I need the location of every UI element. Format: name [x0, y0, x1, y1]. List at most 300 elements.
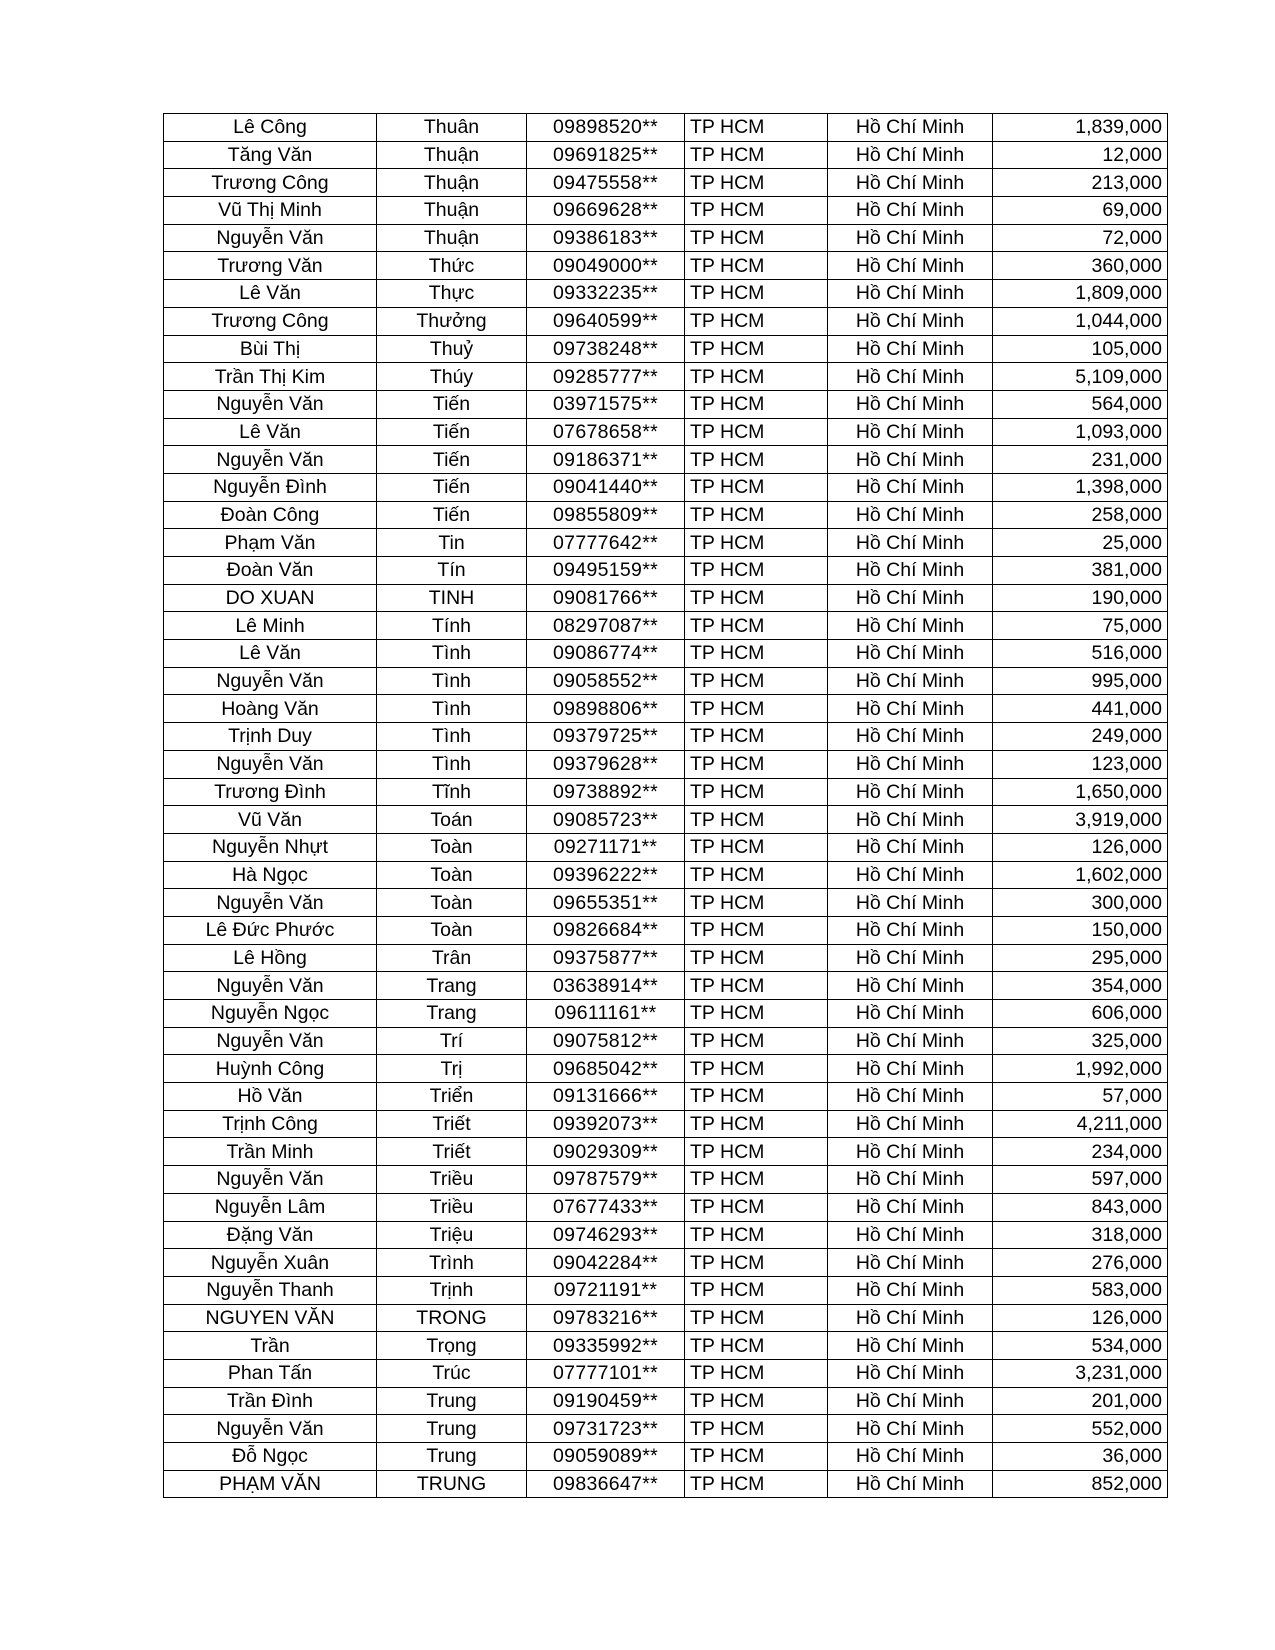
province-cell: Hồ Chí Minh	[828, 640, 993, 668]
phone-cell: 09041440**	[527, 473, 685, 501]
city-cell: TP HCM	[685, 861, 828, 889]
province-cell: Hồ Chí Minh	[828, 141, 993, 169]
amount-cell: 441,000	[993, 695, 1168, 723]
city-cell: TP HCM	[685, 695, 828, 723]
amount-cell: 1,809,000	[993, 280, 1168, 308]
last-name-cell: Trần Minh	[164, 1138, 377, 1166]
table-row	[164, 806, 1168, 834]
province-cell: Hồ Chí Minh	[828, 889, 993, 917]
city-cell: TP HCM	[685, 557, 828, 585]
phone-cell: 09898806**	[527, 695, 685, 723]
phone-cell: 09783216**	[527, 1304, 685, 1332]
last-name-cell: Lê Văn	[164, 280, 377, 308]
amount-cell: 4,211,000	[993, 1110, 1168, 1138]
phone-cell: 07777101**	[527, 1359, 685, 1387]
last-name-cell: Nguyễn Văn	[164, 972, 377, 1000]
first-name-cell: Thuận	[377, 224, 527, 252]
first-name-cell: Thức	[377, 252, 527, 280]
amount-cell: 258,000	[993, 501, 1168, 529]
last-name-cell: NGUYEN VĂN	[164, 1304, 377, 1332]
table-row	[164, 224, 1168, 252]
first-name-cell: Toàn	[377, 889, 527, 917]
province-cell: Hồ Chí Minh	[828, 833, 993, 861]
amount-cell: 150,000	[993, 916, 1168, 944]
table-row	[164, 280, 1168, 308]
amount-cell: 12,000	[993, 141, 1168, 169]
first-name-cell: Trung	[377, 1387, 527, 1415]
last-name-cell: Nguyễn Nhựt	[164, 833, 377, 861]
last-name-cell: Trần Thị Kim	[164, 363, 377, 391]
province-cell: Hồ Chí Minh	[828, 501, 993, 529]
phone-cell: 08297087**	[527, 612, 685, 640]
first-name-cell: Tiến	[377, 390, 527, 418]
province-cell: Hồ Chí Minh	[828, 723, 993, 751]
city-cell: TP HCM	[685, 1166, 828, 1194]
table-row	[164, 695, 1168, 723]
province-cell: Hồ Chí Minh	[828, 1332, 993, 1360]
amount-cell: 105,000	[993, 335, 1168, 363]
phone-cell: 09746293**	[527, 1221, 685, 1249]
first-name-cell: Triết	[377, 1138, 527, 1166]
table-row	[164, 557, 1168, 585]
table-row	[164, 778, 1168, 806]
city-cell: TP HCM	[685, 197, 828, 225]
city-cell: TP HCM	[685, 944, 828, 972]
province-cell: Hồ Chí Minh	[828, 1138, 993, 1166]
table-row	[164, 1359, 1168, 1387]
first-name-cell: Tình	[377, 640, 527, 668]
first-name-cell: Trung	[377, 1415, 527, 1443]
province-cell: Hồ Chí Minh	[828, 114, 993, 142]
amount-cell: 249,000	[993, 723, 1168, 751]
last-name-cell: Nguyễn Đình	[164, 473, 377, 501]
amount-cell: 57,000	[993, 1083, 1168, 1111]
phone-cell: 09058552**	[527, 667, 685, 695]
phone-cell: 09392073**	[527, 1110, 685, 1138]
city-cell: TP HCM	[685, 1221, 828, 1249]
amount-cell: 318,000	[993, 1221, 1168, 1249]
first-name-cell: Thúy	[377, 363, 527, 391]
first-name-cell: TINH	[377, 584, 527, 612]
phone-cell: 09332235**	[527, 280, 685, 308]
first-name-cell: Trung	[377, 1443, 527, 1471]
amount-cell: 852,000	[993, 1470, 1168, 1498]
amount-cell: 69,000	[993, 197, 1168, 225]
table-row	[164, 750, 1168, 778]
province-cell: Hồ Chí Minh	[828, 778, 993, 806]
table-row	[164, 114, 1168, 142]
first-name-cell: TRONG	[377, 1304, 527, 1332]
last-name-cell: Phạm Văn	[164, 529, 377, 557]
table-row	[164, 1443, 1168, 1471]
province-cell: Hồ Chí Minh	[828, 446, 993, 474]
last-name-cell: Lê Văn	[164, 418, 377, 446]
amount-cell: 25,000	[993, 529, 1168, 557]
city-cell: TP HCM	[685, 114, 828, 142]
phone-cell: 09075812**	[527, 1027, 685, 1055]
phone-cell: 07677433**	[527, 1193, 685, 1221]
first-name-cell: Tình	[377, 723, 527, 751]
table-row	[164, 1000, 1168, 1028]
province-cell: Hồ Chí Minh	[828, 473, 993, 501]
city-cell: TP HCM	[685, 612, 828, 640]
phone-cell: 09049000**	[527, 252, 685, 280]
last-name-cell: Nguyễn Thanh	[164, 1276, 377, 1304]
amount-cell: 1,650,000	[993, 778, 1168, 806]
amount-cell: 213,000	[993, 169, 1168, 197]
amount-cell: 276,000	[993, 1249, 1168, 1277]
last-name-cell: Lê Công	[164, 114, 377, 142]
province-cell: Hồ Chí Minh	[828, 529, 993, 557]
first-name-cell: Trình	[377, 1249, 527, 1277]
province-cell: Hồ Chí Minh	[828, 667, 993, 695]
amount-cell: 72,000	[993, 224, 1168, 252]
city-cell: TP HCM	[685, 640, 828, 668]
first-name-cell: Trị	[377, 1055, 527, 1083]
city-cell: TP HCM	[685, 1443, 828, 1471]
first-name-cell: Trang	[377, 972, 527, 1000]
last-name-cell: Trịnh Công	[164, 1110, 377, 1138]
last-name-cell: Nguyễn Văn	[164, 889, 377, 917]
province-cell: Hồ Chí Minh	[828, 335, 993, 363]
phone-cell: 03971575**	[527, 390, 685, 418]
phone-cell: 09085723**	[527, 806, 685, 834]
first-name-cell: Triển	[377, 1083, 527, 1111]
last-name-cell: Hồ Văn	[164, 1083, 377, 1111]
table-row	[164, 889, 1168, 917]
table-row	[164, 861, 1168, 889]
first-name-cell: Tình	[377, 695, 527, 723]
first-name-cell: Tình	[377, 667, 527, 695]
last-name-cell: Nguyễn Văn	[164, 750, 377, 778]
province-cell: Hồ Chí Minh	[828, 972, 993, 1000]
first-name-cell: Tiến	[377, 418, 527, 446]
city-cell: TP HCM	[685, 1110, 828, 1138]
amount-cell: 1,839,000	[993, 114, 1168, 142]
city-cell: TP HCM	[685, 1359, 828, 1387]
last-name-cell: Hà Ngọc	[164, 861, 377, 889]
phone-cell: 09029309**	[527, 1138, 685, 1166]
last-name-cell: Đặng Văn	[164, 1221, 377, 1249]
last-name-cell: Đoàn Công	[164, 501, 377, 529]
table-row	[164, 1027, 1168, 1055]
phone-cell: 09655351**	[527, 889, 685, 917]
phone-cell: 09611161**	[527, 1000, 685, 1028]
first-name-cell: Thực	[377, 280, 527, 308]
amount-cell: 36,000	[993, 1443, 1168, 1471]
amount-cell: 190,000	[993, 584, 1168, 612]
first-name-cell: TRUNG	[377, 1470, 527, 1498]
province-cell: Hồ Chí Minh	[828, 1387, 993, 1415]
province-cell: Hồ Chí Minh	[828, 224, 993, 252]
phone-cell: 09131666**	[527, 1083, 685, 1111]
province-cell: Hồ Chí Minh	[828, 280, 993, 308]
province-cell: Hồ Chí Minh	[828, 1249, 993, 1277]
table-row	[164, 667, 1168, 695]
last-name-cell: Lê Minh	[164, 612, 377, 640]
city-cell: TP HCM	[685, 141, 828, 169]
first-name-cell: Trúc	[377, 1359, 527, 1387]
phone-cell: 09190459**	[527, 1387, 685, 1415]
phone-cell: 09640599**	[527, 307, 685, 335]
last-name-cell: Nguyễn Xuân	[164, 1249, 377, 1277]
amount-cell: 606,000	[993, 1000, 1168, 1028]
city-cell: TP HCM	[685, 1332, 828, 1360]
phone-cell: 09285777**	[527, 363, 685, 391]
amount-cell: 75,000	[993, 612, 1168, 640]
province-cell: Hồ Chí Minh	[828, 806, 993, 834]
province-cell: Hồ Chí Minh	[828, 169, 993, 197]
province-cell: Hồ Chí Minh	[828, 252, 993, 280]
province-cell: Hồ Chí Minh	[828, 861, 993, 889]
last-name-cell: Lê Đức Phước	[164, 916, 377, 944]
amount-cell: 354,000	[993, 972, 1168, 1000]
amount-cell: 295,000	[993, 944, 1168, 972]
province-cell: Hồ Chí Minh	[828, 1221, 993, 1249]
province-cell: Hồ Chí Minh	[828, 197, 993, 225]
city-cell: TP HCM	[685, 889, 828, 917]
amount-cell: 583,000	[993, 1276, 1168, 1304]
province-cell: Hồ Chí Minh	[828, 1304, 993, 1332]
table-row	[164, 584, 1168, 612]
last-name-cell: Trần Đình	[164, 1387, 377, 1415]
city-cell: TP HCM	[685, 1193, 828, 1221]
table-row	[164, 833, 1168, 861]
table-row	[164, 1193, 1168, 1221]
amount-cell: 1,602,000	[993, 861, 1168, 889]
amount-cell: 5,109,000	[993, 363, 1168, 391]
phone-cell: 09738248**	[527, 335, 685, 363]
city-cell: TP HCM	[685, 169, 828, 197]
city-cell: TP HCM	[685, 280, 828, 308]
first-name-cell: Toàn	[377, 861, 527, 889]
phone-cell: 09042284**	[527, 1249, 685, 1277]
city-cell: TP HCM	[685, 529, 828, 557]
table-row	[164, 1083, 1168, 1111]
last-name-cell: Nguyễn Văn	[164, 667, 377, 695]
first-name-cell: Toàn	[377, 916, 527, 944]
province-cell: Hồ Chí Minh	[828, 1470, 993, 1498]
amount-cell: 843,000	[993, 1193, 1168, 1221]
phone-cell: 09271171**	[527, 833, 685, 861]
city-cell: TP HCM	[685, 335, 828, 363]
table-row	[164, 197, 1168, 225]
phone-cell: 09379725**	[527, 723, 685, 751]
amount-cell: 234,000	[993, 1138, 1168, 1166]
amount-cell: 381,000	[993, 557, 1168, 585]
first-name-cell: Tình	[377, 750, 527, 778]
table-row	[164, 307, 1168, 335]
province-cell: Hồ Chí Minh	[828, 1110, 993, 1138]
first-name-cell: Thuận	[377, 169, 527, 197]
city-cell: TP HCM	[685, 916, 828, 944]
table-row	[164, 501, 1168, 529]
last-name-cell: Nguyễn Văn	[164, 390, 377, 418]
phone-cell: 09855809**	[527, 501, 685, 529]
phone-cell: 09826684**	[527, 916, 685, 944]
table-row	[164, 916, 1168, 944]
first-name-cell: Trí	[377, 1027, 527, 1055]
province-cell: Hồ Chí Minh	[828, 944, 993, 972]
first-name-cell: Trịnh	[377, 1276, 527, 1304]
phone-cell: 09335992**	[527, 1332, 685, 1360]
city-cell: TP HCM	[685, 224, 828, 252]
city-cell: TP HCM	[685, 501, 828, 529]
phone-cell: 09386183**	[527, 224, 685, 252]
table-row	[164, 640, 1168, 668]
last-name-cell: Trương Công	[164, 169, 377, 197]
last-name-cell: Đoàn Văn	[164, 557, 377, 585]
city-cell: TP HCM	[685, 418, 828, 446]
city-cell: TP HCM	[685, 363, 828, 391]
province-cell: Hồ Chí Minh	[828, 363, 993, 391]
table-row	[164, 723, 1168, 751]
city-cell: TP HCM	[685, 833, 828, 861]
amount-cell: 123,000	[993, 750, 1168, 778]
first-name-cell: Triệu	[377, 1221, 527, 1249]
city-cell: TP HCM	[685, 972, 828, 1000]
table-row	[164, 473, 1168, 501]
amount-cell: 126,000	[993, 833, 1168, 861]
amount-cell: 564,000	[993, 390, 1168, 418]
table-row	[164, 612, 1168, 640]
amount-cell: 325,000	[993, 1027, 1168, 1055]
table-row	[164, 1138, 1168, 1166]
first-name-cell: Tĩnh	[377, 778, 527, 806]
first-name-cell: Tiến	[377, 446, 527, 474]
amount-cell: 1,992,000	[993, 1055, 1168, 1083]
province-cell: Hồ Chí Minh	[828, 695, 993, 723]
amount-cell: 300,000	[993, 889, 1168, 917]
city-cell: TP HCM	[685, 307, 828, 335]
first-name-cell: Toàn	[377, 833, 527, 861]
last-name-cell: Vũ Thị Minh	[164, 197, 377, 225]
last-name-cell: Phan Tấn	[164, 1359, 377, 1387]
amount-cell: 201,000	[993, 1387, 1168, 1415]
last-name-cell: Vũ Văn	[164, 806, 377, 834]
province-cell: Hồ Chí Minh	[828, 390, 993, 418]
phone-cell: 09738892**	[527, 778, 685, 806]
table-row	[164, 446, 1168, 474]
phone-cell: 09475558**	[527, 169, 685, 197]
city-cell: TP HCM	[685, 584, 828, 612]
city-cell: TP HCM	[685, 1470, 828, 1498]
phone-cell: 09669628**	[527, 197, 685, 225]
table-row	[164, 335, 1168, 363]
city-cell: TP HCM	[685, 1055, 828, 1083]
amount-cell: 534,000	[993, 1332, 1168, 1360]
table-row	[164, 1415, 1168, 1443]
province-cell: Hồ Chí Minh	[828, 1083, 993, 1111]
city-cell: TP HCM	[685, 252, 828, 280]
last-name-cell: PHẠM VĂN	[164, 1470, 377, 1498]
city-cell: TP HCM	[685, 1415, 828, 1443]
last-name-cell: Lê Hồng	[164, 944, 377, 972]
last-name-cell: Huỳnh Công	[164, 1055, 377, 1083]
last-name-cell: Trương Công	[164, 307, 377, 335]
first-name-cell: Tiến	[377, 473, 527, 501]
table-row	[164, 1110, 1168, 1138]
table-row	[164, 141, 1168, 169]
amount-cell: 1,044,000	[993, 307, 1168, 335]
province-cell: Hồ Chí Minh	[828, 1443, 993, 1471]
phone-cell: 09059089**	[527, 1443, 685, 1471]
last-name-cell: Trịnh Duy	[164, 723, 377, 751]
amount-cell: 1,398,000	[993, 473, 1168, 501]
phone-cell: 09379628**	[527, 750, 685, 778]
city-cell: TP HCM	[685, 473, 828, 501]
phone-cell: 09836647**	[527, 1470, 685, 1498]
last-name-cell: Nguyễn Văn	[164, 446, 377, 474]
province-cell: Hồ Chí Minh	[828, 1027, 993, 1055]
first-name-cell: Trân	[377, 944, 527, 972]
table-row	[164, 972, 1168, 1000]
last-name-cell: Tăng Văn	[164, 141, 377, 169]
province-cell: Hồ Chí Minh	[828, 1166, 993, 1194]
phone-cell: 09787579**	[527, 1166, 685, 1194]
province-cell: Hồ Chí Minh	[828, 1276, 993, 1304]
last-name-cell: DO XUAN	[164, 584, 377, 612]
phone-cell: 09396222**	[527, 861, 685, 889]
table-row	[164, 1249, 1168, 1277]
first-name-cell: Thuận	[377, 197, 527, 225]
amount-cell: 231,000	[993, 446, 1168, 474]
phone-cell: 09685042**	[527, 1055, 685, 1083]
table-row	[164, 1332, 1168, 1360]
province-cell: Hồ Chí Minh	[828, 1415, 993, 1443]
amount-cell: 552,000	[993, 1415, 1168, 1443]
first-name-cell: Thuận	[377, 141, 527, 169]
recipient-table	[163, 113, 1168, 1498]
phone-cell: 09721191**	[527, 1276, 685, 1304]
last-name-cell: Hoàng Văn	[164, 695, 377, 723]
city-cell: TP HCM	[685, 390, 828, 418]
phone-cell: 09731723**	[527, 1415, 685, 1443]
last-name-cell: Nguyễn Văn	[164, 1166, 377, 1194]
table-row	[164, 252, 1168, 280]
amount-cell: 126,000	[993, 1304, 1168, 1332]
first-name-cell: Toán	[377, 806, 527, 834]
phone-cell: 07678658**	[527, 418, 685, 446]
table-row	[164, 169, 1168, 197]
amount-cell: 995,000	[993, 667, 1168, 695]
first-name-cell: Trọng	[377, 1332, 527, 1360]
table-row	[164, 1055, 1168, 1083]
amount-cell: 3,919,000	[993, 806, 1168, 834]
first-name-cell: Tính	[377, 612, 527, 640]
first-name-cell: Tin	[377, 529, 527, 557]
province-cell: Hồ Chí Minh	[828, 612, 993, 640]
amount-cell: 516,000	[993, 640, 1168, 668]
first-name-cell: Triết	[377, 1110, 527, 1138]
city-cell: TP HCM	[685, 1138, 828, 1166]
first-name-cell: Thuân	[377, 114, 527, 142]
phone-cell: 09081766**	[527, 584, 685, 612]
first-name-cell: Trang	[377, 1000, 527, 1028]
last-name-cell: Đỗ Ngọc	[164, 1443, 377, 1471]
city-cell: TP HCM	[685, 1276, 828, 1304]
city-cell: TP HCM	[685, 446, 828, 474]
city-cell: TP HCM	[685, 806, 828, 834]
table-row	[164, 529, 1168, 557]
province-cell: Hồ Chí Minh	[828, 1359, 993, 1387]
province-cell: Hồ Chí Minh	[828, 584, 993, 612]
table-row	[164, 944, 1168, 972]
last-name-cell: Nguyễn Văn	[164, 1415, 377, 1443]
amount-cell: 597,000	[993, 1166, 1168, 1194]
phone-cell: 09375877**	[527, 944, 685, 972]
phone-cell: 09691825**	[527, 141, 685, 169]
